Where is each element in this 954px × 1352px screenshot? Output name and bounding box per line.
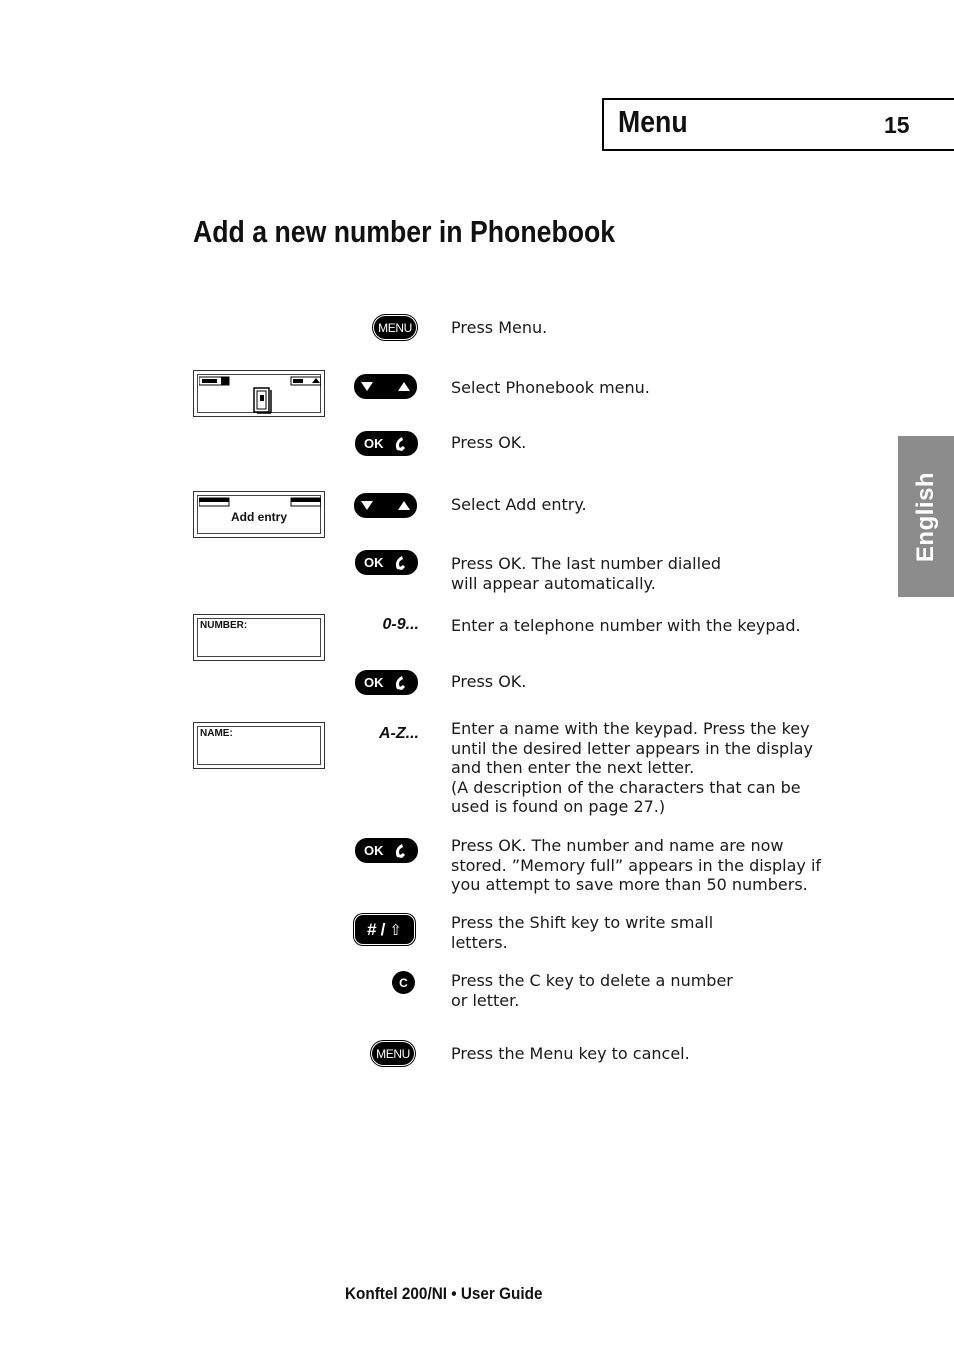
ok-key <box>355 550 418 575</box>
slash-label: / <box>380 919 386 939</box>
ok-key-label: OK <box>364 675 384 690</box>
ok-key-label: OK <box>364 843 384 858</box>
page-number: 15 <box>884 112 910 138</box>
step-text: Press OK. <box>451 433 527 452</box>
arrow-down-icon <box>361 382 373 391</box>
handset-icon <box>393 555 409 571</box>
ok-key-label: OK <box>364 555 384 570</box>
display-field-label: NAME: <box>200 728 233 739</box>
menu-key: MENU <box>373 315 417 340</box>
shift-arrow-icon: ⇧ <box>389 920 402 939</box>
digit-keys-label: 0-9... <box>382 616 419 633</box>
step-text: Enter a name with the keypad. Press the key until the desired letter appears in the display and then enter the next letter. (A description of the characters that can be used is found on page 27.) <box>451 719 813 816</box>
step-text: Press OK. The last number dialled will appear automatically. <box>451 554 722 593</box>
step-text: Select Add entry. <box>451 495 587 514</box>
step-text: Select Phonebook menu. <box>451 378 650 397</box>
step-text: Press Menu. <box>451 318 548 337</box>
language-tab-label: English <box>912 471 939 562</box>
step-text: Press the C key to delete a number or letter. <box>451 971 733 1010</box>
language-tab <box>898 436 954 597</box>
step-text: Press the Menu key to cancel. <box>451 1044 690 1063</box>
phonebook-icon <box>251 387 273 415</box>
display-status-bar <box>199 497 321 507</box>
footer-text: Konftel 200/NI • User Guide <box>344 1284 543 1303</box>
display-caption: Add entry <box>230 510 287 524</box>
ok-key <box>355 670 418 695</box>
ok-key <box>355 431 418 456</box>
letter-keys-label: A-Z... <box>379 725 419 742</box>
display-add-entry <box>193 491 325 538</box>
ok-key <box>355 838 418 863</box>
step-text: Press the Shift key to write small letters. <box>451 913 714 952</box>
display-field-label: NUMBER: <box>200 620 248 631</box>
arrow-up-icon <box>398 501 410 510</box>
display-screen <box>197 374 321 413</box>
handset-icon <box>393 843 409 859</box>
section-title: Add a new number in Phonebook <box>193 214 616 249</box>
display-screen <box>197 726 321 765</box>
navigation-keys <box>354 493 417 518</box>
shift-key <box>354 914 415 945</box>
page-footer <box>0 1284 887 1304</box>
handset-icon <box>393 675 409 691</box>
c-key: C <box>392 971 415 994</box>
display-screen <box>197 618 321 657</box>
display-screen <box>197 495 321 534</box>
display-number-entry <box>193 614 325 661</box>
menu-key: MENU <box>371 1041 415 1066</box>
step-text: Press OK. The number and name are now stored. ”Memory full” appears in the display if you attempt to save more than 50 numbers. <box>451 836 822 894</box>
chapter-title: Menu <box>618 104 688 139</box>
handset-icon <box>393 436 409 452</box>
step-text: Enter a telephone number with the keypad. <box>451 616 801 635</box>
display-phonebook-menu <box>193 370 325 417</box>
display-name-entry <box>193 722 325 769</box>
navigation-keys <box>354 374 417 399</box>
step-text: Press OK. <box>451 672 527 691</box>
display-status-bar <box>199 376 321 386</box>
arrow-down-icon <box>361 501 373 510</box>
arrow-up-icon <box>398 382 410 391</box>
hash-label: # <box>367 919 377 939</box>
chapter-header <box>602 98 954 151</box>
ok-key-label: OK <box>364 436 384 451</box>
